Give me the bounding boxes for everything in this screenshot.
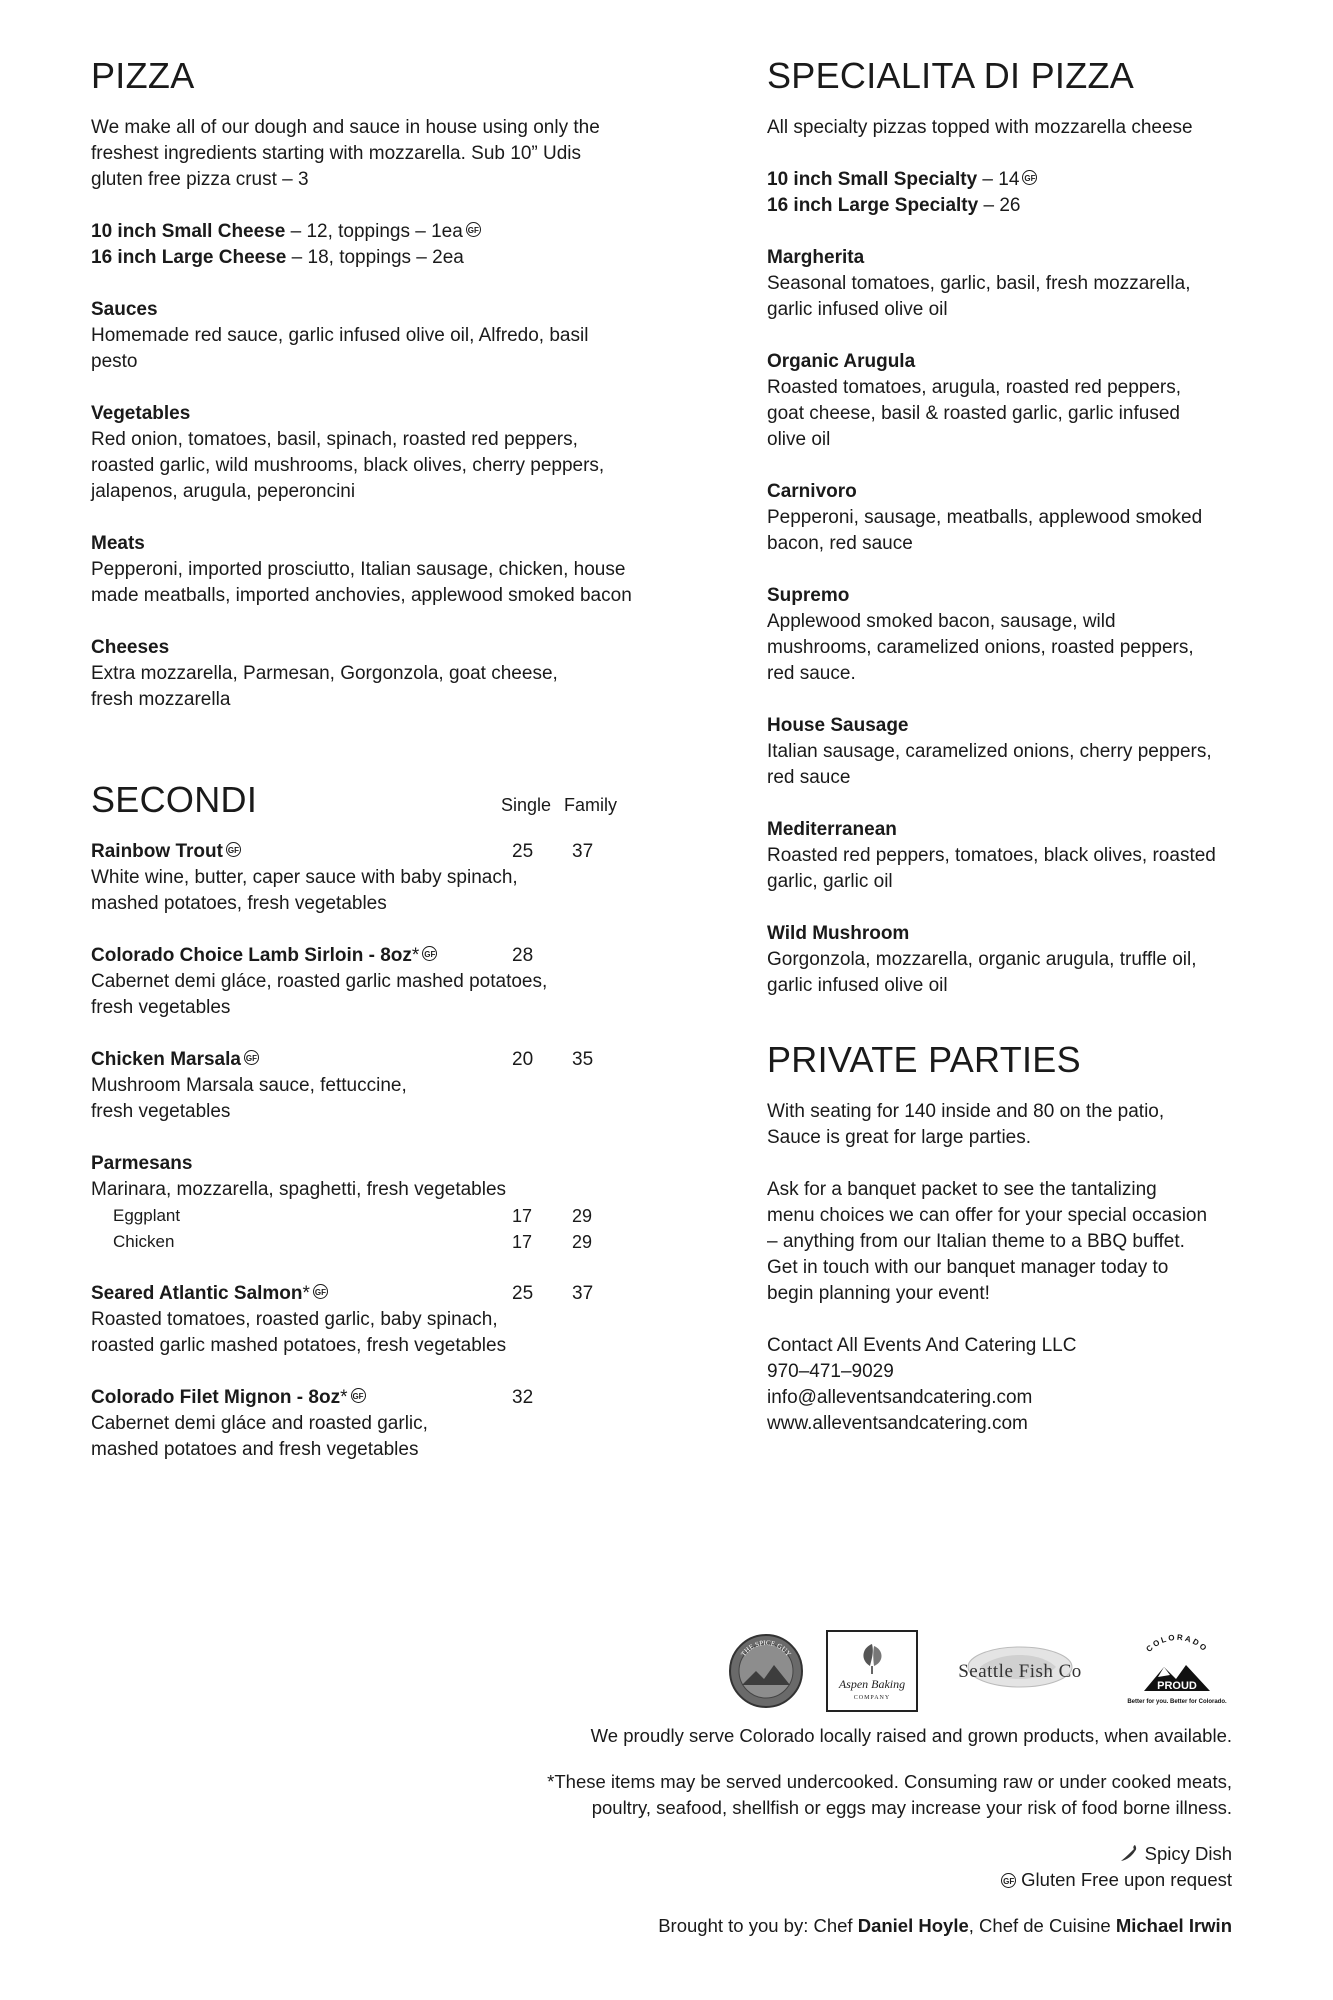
- spicy-legend-text: Spicy Dish: [1144, 1843, 1232, 1864]
- spice-logo-text: THE SPICE GUY: [739, 1638, 793, 1659]
- colorado-proud-logo: [1122, 1633, 1232, 1709]
- pizza-name: Carnivoro: [767, 481, 857, 502]
- chef-name: Daniel Hoyle: [857, 1915, 969, 1936]
- large-specialty-label: 16 inch Large Specialty: [767, 195, 979, 216]
- pizza-margherita: [767, 245, 1247, 323]
- partner-logos: [332, 1625, 1232, 1717]
- cheese-pizza-sizes: [91, 219, 661, 271]
- spice-guy-logo: [728, 1633, 804, 1709]
- sauces-section: [91, 297, 661, 375]
- pizza-wild-mushroom: [767, 921, 1247, 999]
- dish-description: Roasted tomatoes, roasted garlic, baby spinach,: [91, 1309, 498, 1330]
- pizza-description: Seasonal tomatoes, garlic, basil, fresh mozzarella,: [767, 273, 1191, 294]
- single-price: 17: [512, 1232, 533, 1252]
- vegetables-title: Vegetables: [91, 403, 191, 424]
- seattle-fish-logo: [940, 1641, 1100, 1701]
- secondi-item-lamb: [91, 943, 661, 1021]
- secondi-header: [91, 779, 661, 821]
- undercooked-asterisk: *: [302, 1283, 310, 1304]
- large-cheese-label: 16 inch Large Cheese: [91, 247, 287, 268]
- single-price: 25: [512, 1283, 534, 1304]
- right-column: [767, 55, 1247, 1463]
- pizza-name: Organic Arugula: [767, 351, 916, 372]
- contact-email[interactable]: info@alleventsandcatering.com: [767, 1387, 1033, 1408]
- pizza-intro-line: We make all of our dough and sauce in house using only the: [91, 117, 600, 138]
- small-specialty-label: 10 inch Small Specialty: [767, 169, 978, 190]
- credits-prefix: Brought to you by: Chef: [658, 1915, 858, 1936]
- pizza-description: garlic infused olive oil: [767, 299, 948, 320]
- large-cheese-price: – 18, toppings – 2ea: [286, 247, 464, 268]
- parties-line: With seating for 140 inside and 80 on the patio,: [767, 1101, 1165, 1122]
- pizza-description: Gorgonzola, mozzarella, organic arugula, truffle oil,: [767, 949, 1197, 970]
- gluten-free-icon: GF: [422, 946, 437, 961]
- dish-description: Marinara, mozzarella, spaghetti, fresh vegetables: [91, 1179, 507, 1200]
- dish-name: Colorado Filet Mignon - 8oz: [91, 1387, 341, 1408]
- dish-description: roasted garlic mashed potatoes, fresh vegetables: [91, 1335, 507, 1356]
- family-column-header: Family: [564, 795, 617, 815]
- pizza-description: Applewood smoked bacon, sausage, wild: [767, 611, 1116, 632]
- secondi-title: SECONDI: [91, 779, 258, 820]
- chef-credits: [332, 1913, 1232, 1939]
- pizza-description: Pepperoni, sausage, meatballs, applewood smoked: [767, 507, 1203, 528]
- dish-name: Rainbow Trout: [91, 841, 223, 862]
- undercooked-asterisk: *: [340, 1387, 348, 1408]
- colorado-logo-tagline: Better for you. Better for Colorado.: [1127, 1699, 1227, 1705]
- family-price: 35: [572, 1049, 594, 1070]
- vegetables-line: Red onion, tomatoes, basil, spinach, roasted red peppers,: [91, 429, 578, 450]
- gluten-free-legend: [332, 1867, 1232, 1893]
- pizza-description: bacon, red sauce: [767, 533, 913, 554]
- single-column-header: Single: [501, 795, 552, 815]
- dish-description: Cabernet demi gláce and roasted garlic,: [91, 1413, 428, 1434]
- pizza-description: Roasted red peppers, tomatoes, black olives, roasted: [767, 845, 1216, 866]
- pizza-intro-line: gluten free pizza crust – 3: [91, 169, 309, 190]
- pizza-house-sausage: [767, 713, 1247, 791]
- parties-line: Sauce is great for large parties.: [767, 1127, 1032, 1148]
- seattle-logo-text: Seattle Fish Co: [958, 1661, 1082, 1682]
- single-price: 32: [512, 1387, 534, 1408]
- pizza-name: Mediterranean: [767, 819, 897, 840]
- pizza-description: goat cheese, basil & roasted garlic, garlic infused: [767, 403, 1180, 424]
- secondi-item-salmon: [91, 1281, 661, 1359]
- contact-phone[interactable]: 970–471–9029: [767, 1361, 894, 1382]
- dish-name: Chicken Marsala: [91, 1049, 241, 1070]
- pizza-description: mushrooms, caramelized onions, roasted peppers,: [767, 637, 1194, 658]
- parties-line: – anything from our Italian theme to a BBQ buffet.: [767, 1231, 1185, 1252]
- dish-name: Colorado Choice Lamb Sirloin - 8oz: [91, 945, 412, 966]
- pizza-intro-line: freshest ingredients starting with mozzarella. Sub 10” Udis: [91, 143, 582, 164]
- specialita-title: SPECIALITA DI PIZZA: [767, 55, 1135, 96]
- parties-line: begin planning your event!: [767, 1283, 990, 1304]
- specialita-intro: [767, 115, 1247, 141]
- footer: [332, 1625, 1232, 1939]
- vegetables-line: roasted garlic, wild mushrooms, black olives, cherry peppers,: [91, 455, 605, 476]
- secondi-item-parmesans: [91, 1151, 661, 1255]
- vegetables-section: [91, 401, 661, 505]
- aspen-baking-logo: [826, 1630, 918, 1712]
- single-price: 20: [512, 1049, 534, 1070]
- contact-company: Contact All Events And Catering LLC: [767, 1335, 1077, 1356]
- pizza-title: PIZZA: [91, 55, 195, 96]
- specialty-sizes: [767, 167, 1247, 219]
- parties-banquet: [767, 1177, 1247, 1307]
- pizza-description: garlic, garlic oil: [767, 871, 893, 892]
- dish-description: mashed potatoes and fresh vegetables: [91, 1439, 419, 1460]
- pizza-organic-arugula: [767, 349, 1247, 453]
- credits-middle: , Chef de Cuisine: [968, 1915, 1116, 1936]
- pizza-carnivoro: [767, 479, 1247, 557]
- family-price: 37: [572, 841, 594, 862]
- gluten-free-legend-text: Gluten Free upon request: [1021, 1869, 1232, 1890]
- parties-line: Get in touch with our banquet manager today to: [767, 1257, 1169, 1278]
- gluten-free-icon: GF: [1001, 1873, 1016, 1888]
- single-price: 28: [512, 945, 534, 966]
- meats-line: Pepperoni, imported prosciutto, Italian sausage, chicken, house: [91, 559, 626, 580]
- pizza-name: House Sausage: [767, 715, 909, 736]
- chili-pepper-icon: [1119, 1843, 1139, 1863]
- meats-title: Meats: [91, 533, 145, 554]
- gluten-free-icon: GF: [1022, 170, 1037, 185]
- parties-contact: [767, 1333, 1247, 1437]
- pizza-description: Roasted tomatoes, arugula, roasted red peppers,: [767, 377, 1182, 398]
- colorado-logo-arc: COLORADO: [1144, 1633, 1210, 1654]
- pizza-intro: [91, 115, 661, 193]
- sauces-line: Homemade red sauce, garlic infused olive oil, Alfredo, basil: [91, 325, 589, 346]
- dish-description: White wine, butter, caper sauce with baby spinach,: [91, 867, 518, 888]
- parties-line: menu choices we can offer for your special occasion: [767, 1205, 1208, 1226]
- secondi-item-marsala: [91, 1047, 661, 1125]
- aspen-logo-name: Aspen Baking: [838, 1677, 906, 1691]
- left-column: [91, 55, 661, 1489]
- pizza-supremo: [767, 583, 1247, 687]
- secondi-item-filet: [91, 1385, 661, 1463]
- gluten-free-icon: GF: [244, 1050, 259, 1065]
- undercooked-asterisk: *: [411, 945, 420, 966]
- sauces-line: pesto: [91, 351, 138, 372]
- pizza-description: garlic infused olive oil: [767, 975, 948, 996]
- parmesan-option: Chicken: [113, 1232, 175, 1251]
- private-parties-title: PRIVATE PARTIES: [767, 1039, 1081, 1080]
- family-price: 29: [572, 1206, 593, 1226]
- aspen-logo-company: COMPANY: [853, 1695, 891, 1701]
- dish-description: fresh vegetables: [91, 1101, 231, 1122]
- pizza-mediterranean: [767, 817, 1247, 895]
- cuisine-chef-name: Michael Irwin: [1115, 1915, 1232, 1936]
- pizza-name: Wild Mushroom: [767, 923, 910, 944]
- pizza-description: olive oil: [767, 429, 831, 450]
- specialita-intro-line: All specialty pizzas topped with mozzarella cheese: [767, 117, 1193, 138]
- parties-line: Ask for a banquet packet to see the tantalizing: [767, 1179, 1157, 1200]
- meats-line: made meatballs, imported anchovies, applewood smoked bacon: [91, 585, 632, 606]
- meats-section: [91, 531, 661, 609]
- family-price: 29: [572, 1232, 593, 1252]
- svg-text:COLORADO: [1144, 1633, 1209, 1654]
- dish-name: Parmesans: [91, 1153, 193, 1174]
- parties-seating: [767, 1099, 1247, 1151]
- spicy-legend: [332, 1841, 1232, 1867]
- small-cheese-label: 10 inch Small Cheese: [91, 221, 286, 242]
- pizza-description: Italian sausage, caramelized onions, cherry peppers,: [767, 741, 1212, 762]
- gluten-free-icon: GF: [351, 1388, 366, 1403]
- gluten-free-icon: GF: [226, 842, 241, 857]
- small-cheese-price: – 12, toppings – 1ea: [285, 221, 463, 242]
- dish-name: Seared Atlantic Salmon: [91, 1283, 303, 1304]
- gluten-free-icon: GF: [313, 1284, 328, 1299]
- contact-website[interactable]: www.alleventsandcatering.com: [767, 1413, 1028, 1434]
- parmesan-option: Eggplant: [113, 1206, 181, 1225]
- cheeses-title: Cheeses: [91, 637, 170, 658]
- cheeses-line: Extra mozzarella, Parmesan, Gorgonzola, goat cheese,: [91, 663, 558, 684]
- dish-description: Cabernet demi gláce, roasted garlic mashed potatoes,: [91, 971, 548, 992]
- single-price: 17: [512, 1206, 533, 1226]
- cheeses-section: [91, 635, 661, 713]
- colorado-logo-proud: PROUD: [1157, 1680, 1197, 1692]
- family-price: 37: [572, 1283, 594, 1304]
- pizza-description: red sauce.: [767, 663, 856, 684]
- small-specialty-price: – 14: [977, 169, 1020, 190]
- cheeses-line: fresh mozzarella: [91, 689, 231, 710]
- pizza-name: Margherita: [767, 247, 865, 268]
- single-price: 25: [512, 841, 534, 862]
- dish-description: Mushroom Marsala sauce, fettuccine,: [91, 1075, 407, 1096]
- pizza-name: Supremo: [767, 585, 850, 606]
- dish-description: fresh vegetables: [91, 997, 231, 1018]
- dish-description: mashed potatoes, fresh vegetables: [91, 893, 387, 914]
- large-specialty-price: – 26: [978, 195, 1021, 216]
- secondi-item-trout: [91, 839, 661, 917]
- gluten-free-icon: GF: [466, 222, 481, 237]
- pizza-description: red sauce: [767, 767, 851, 788]
- undercooked-warning-line: poultry, seafood, shellfish or eggs may increase your risk of food borne illness.: [591, 1797, 1232, 1818]
- undercooked-warning-line: *These items may be served undercooked. Consuming raw or under cooked meats,: [547, 1771, 1232, 1792]
- local-products-note: We proudly serve Colorado locally raised and grown products, when available.: [590, 1725, 1232, 1746]
- vegetables-line: jalapenos, arugula, peperoncini: [91, 481, 356, 502]
- sauces-title: Sauces: [91, 299, 158, 320]
